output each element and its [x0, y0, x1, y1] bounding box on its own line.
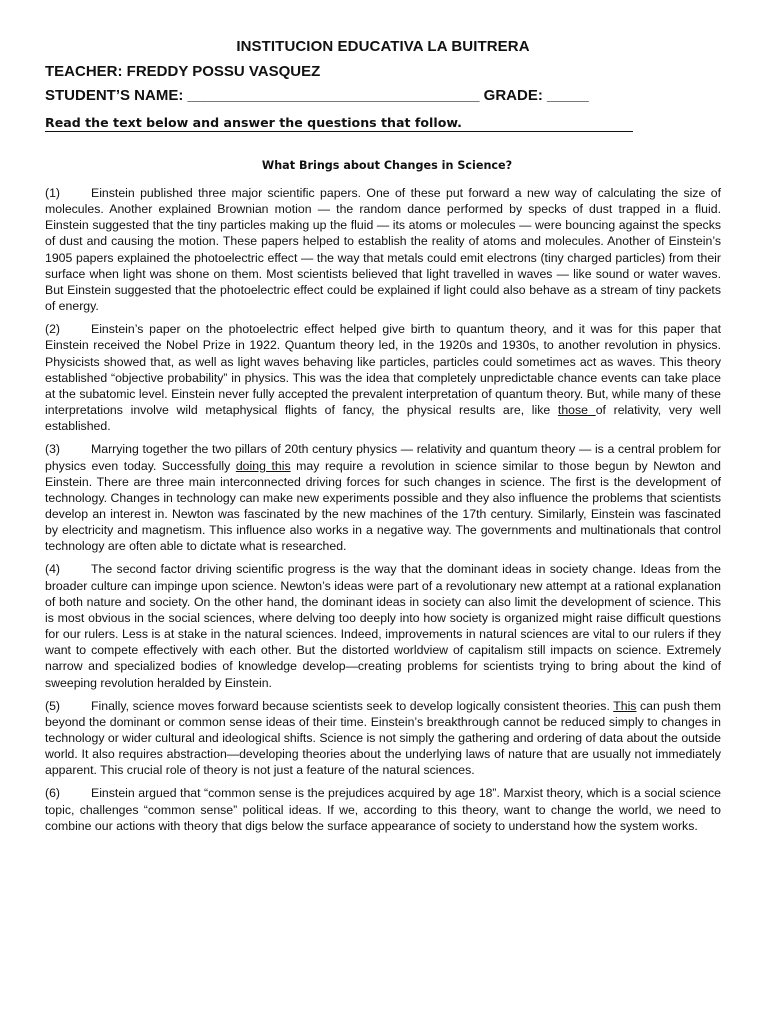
paragraph-3: [45, 441, 721, 554]
paragraph-2: [45, 321, 721, 434]
paragraph-number: (5): [45, 698, 61, 713]
paragraph-text: Einstein’s paper on the photoelectric effect helped give birth to quantum theory, and it was for this paper that Einstein received the Nobel Prize in 1922. Quantum theory led, in the 1920s and 1930s, to another revolution in physics. Physicists showed that, as well as light waves behaving like particles, particles could sometimes act as waves. This theory established “objective probability” in physics. This was the idea that completely unpredictable chance events can take place at the subatomic level. Einstein never fully accepted the prevalent interpretation of quantum theory. But, while many of these interpretations involve wild metaphysical flights of fancy, the physical results are, like: [45, 322, 721, 418]
student-name-grade-line: STUDENT’S NAME: ___________________________________ GRADE: _____: [45, 87, 589, 104]
paragraph-text: The second factor driving scientific progress is the way that the dominant ideas in society change. Ideas from the broader culture can impinge upon science. Newton’s ideas were part of a revolutionary new attempt at a rational explanation of both nature and society. On the other hand, the dominant ideas in society can also limit the development of science. This is most obvious in the social sciences, where delving too deeply into how society is organized might raise difficult questions for our rulers. Less is at stake in the natural sciences. Indeed, improvements in natural sciences are vital to our rulers if they want to compete effectively with each other. But the distorted worldview of capitalism still impacts on science. Extremely narrow and specialized bodies of knowledge develop—creating problems for scientists trying to bring about the kind of sweeping revolution heralded by Einstein.: [45, 562, 721, 690]
paragraph-text: Marrying together the two pillars of 20th century physics — relativity and quantum theory — is a central problem for physics even today. Successfully: [45, 442, 721, 473]
paragraph-number: (1): [45, 186, 61, 200]
underlined-reference: doing this: [235, 458, 291, 473]
paragraph-text: Finally, science moves forward because scientists seek to develop logically consistent theories.: [91, 698, 614, 713]
paragraph-text: of relativity, very well established.: [45, 403, 721, 434]
underlined-reference: This: [613, 698, 637, 713]
underlined-reference: those: [557, 403, 596, 418]
paragraph-number: (3): [45, 442, 61, 457]
paragraph-text: Einstein published three major scientific papers. One of these put forward a new way of calculating the size of molecules. Another explained Brownian motion — the random dance performed by specks of dust trapped in a fluid. Einstein suggested that the tiny particles making up the fluid — its atoms or molecules — were bouncing against the specks of dust and causing the motion. These papers helped to establish the reality of atoms and molecules. Another of Einstein’s 1905 papers explained the photoelectric effect — the way that metals could emit electrons (tiny charged particles) from their surface when light was shone on them. Most scientists believed that light travelled in waves — like sound or water waves. But Einstein suggested that the photoelectric effect could be explained if light could also behave as a stream of tiny packets of energy.: [45, 186, 721, 314]
worksheet-page: [45, 38, 721, 841]
paragraph-text: may require a revolution in science similar to those begun by Newton and Einstein. There are three main interconnected driving forces for such changes in science. The first is the development of technology. Changes in technology can make new experiments possible and they also influence the problems that scientists develop an interest in. Newton was fascinated by the new machines of the 17th century. Similarly, Einstein was fascinated by electricity and magnetism. This influence also works in a negative way. The governments and multinationals that control technology are often able to dictate what is researched.: [45, 458, 722, 554]
paragraph-1: [45, 185, 721, 314]
paragraph-5: [45, 698, 721, 779]
school-name: INSTITUCION EDUCATIVA LA BUITRERA: [236, 38, 530, 55]
paragraph-text: can push them beyond the dominant or common sense ideas of their time. Einstein’s breakthrough cannot be reduced simply to changes in technology or wider cultural and ideological shifts. Science is not simply the gathering and ordering of data about the outside world. It also requires abstraction—developing theories about the underlying laws of nature that are usually not immediately apparent. This crucial role of theory is not just a feature of the natural sciences.: [45, 698, 721, 778]
paragraph-number: (6): [45, 786, 61, 801]
paragraph-number: (4): [45, 562, 61, 577]
paragraph-6: [45, 785, 721, 833]
instructions: Read the text below and answer the questions that follow.: [45, 115, 633, 132]
teacher-line: TEACHER: FREDDY POSSU VASQUEZ: [45, 63, 321, 80]
paragraph-number: (2): [45, 322, 61, 337]
paragraph-text: Einstein argued that “common sense is the prejudices acquired by age 18”. Marxist theory, which is a social science topic, challenges “common sense” political ideas. If we, according to this theory, want to change the world, we need to combine our actions with theory that digs below the surface appearance of society to understand how the system works.: [45, 786, 721, 833]
article-title: What Brings about Changes in Science?: [261, 159, 513, 172]
paragraph-4: [45, 561, 721, 690]
